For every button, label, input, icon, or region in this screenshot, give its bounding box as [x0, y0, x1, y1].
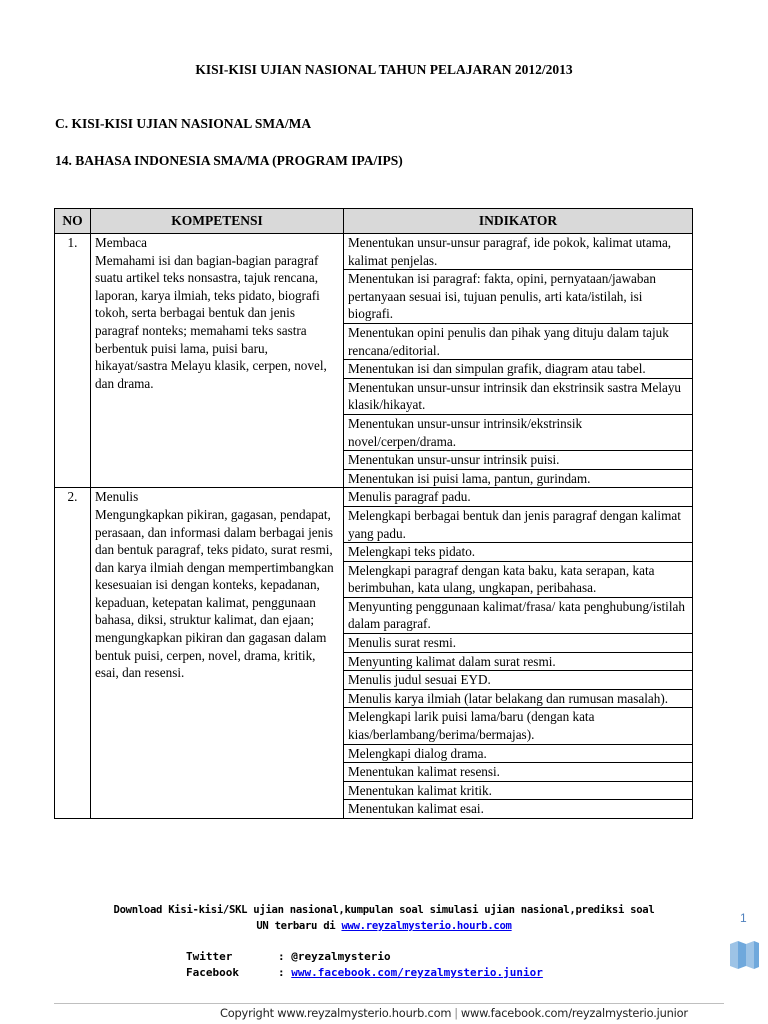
twitter-row [186, 950, 391, 963]
kompetensi-cell [91, 234, 344, 488]
copyright-site: Copyright www.reyzalmysterio.hourb.com [220, 1006, 452, 1020]
indikator-cell: Menentukan isi dan simpulan grafik, diagram atau tabel. [344, 360, 693, 379]
indikator-cell: Menentukan opini penulis dan pihak yang dituju dalam tajuk rencana/editorial. [344, 323, 693, 359]
indikator-cell: Menentukan unsur-unsur paragraf, ide pokok, kalimat utama, kalimat penjelas. [344, 234, 693, 270]
footer-download-line2 [0, 918, 768, 934]
indikator-cell: Menentukan kalimat kritik. [344, 781, 693, 800]
indikator-cell: Menulis karya ilmiah (latar belakang dan rumusan masalah). [344, 689, 693, 708]
website-link[interactable]: www.reyzalmysterio.hourb.com [341, 920, 512, 932]
page-number: 1 [740, 911, 747, 925]
kompetensi-title: Menulis [95, 489, 139, 505]
twitter-handle: : @reyzalmysterio [278, 950, 391, 963]
indikator-cell: Menulis judul sesuai EYD. [344, 671, 693, 690]
page-corner-icon [728, 940, 760, 970]
section-heading-c: C. KISI-KISI UJIAN NASIONAL SMA/MA [55, 116, 312, 131]
page-title: KISI-KISI UJIAN NASIONAL TAHUN PELAJARAN 2012/2013 [195, 62, 573, 77]
indikator-cell: Melengkapi larik puisi lama/baru (dengan kata kias/berlambang/berima/bermajas). [344, 708, 693, 744]
row-number: 2. [55, 488, 91, 819]
header-indikator: INDIKATOR [344, 209, 693, 234]
kisi-kisi-table [54, 208, 693, 819]
indikator-cell: Menulis surat resmi. [344, 634, 693, 653]
kompetensi-description: Memahami isi dan bagian-bagian paragraf suatu artikel teks nonsastra, tajuk rencana, laporan, karya ilmiah, teks pidato, biografi tokoh, serta berbagai bentuk dan jenis paragraf nonteks; memahami teks sastra berbentuk puisi lama, puisi baru, hikayat/sastra Melayu klasik, cerpen, novel, dan drama. [95, 252, 327, 391]
facebook-link[interactable]: www.facebook.com/reyzalmysterio.junior [291, 966, 543, 979]
footer-download-line1: Download Kisi-kisi/SKL ujian nasional,kumpulan soal simulasi ujian nasional,prediksi soal [113, 904, 655, 916]
twitter-label: Twitter [186, 950, 233, 963]
indikator-cell: Menentukan unsur-unsur intrinsik puisi. [344, 451, 693, 470]
table-row [55, 488, 693, 507]
indikator-cell: Melengkapi berbagai bentuk dan jenis paragraf dengan kalimat yang padu. [344, 506, 693, 542]
facebook-colon: : [278, 966, 292, 979]
copyright-footer [220, 1006, 688, 1020]
indikator-cell: Melengkapi paragraf dengan kata baku, kata serapan, kata berimbuhan, kata ulang, ungkapan, peribahasa. [344, 561, 693, 597]
facebook-label: Facebook [186, 966, 239, 979]
table-header-row [55, 209, 693, 234]
indikator-cell: Menentukan unsur-unsur intrinsik/ekstrinsik novel/cerpen/drama. [344, 414, 693, 450]
kompetensi-description: Mengungkapkan pikiran, gagasan, pendapat, perasaan, dan informasi dalam berbagai jenis dan bentuk paragraf, teks pidato, surat resmi, dan karya ilmiah dengan mempertimbangkan kesesuaian isi dengan konteks, kepadanan, kepaduan, ketepatan kalimat, penggunaan bahasa, diksi, struktur kalimat, dan ejaan; mengungkapkan pikiran dan gagasan dalam bentuk puisi, cerpen, novel, drama, kritik, esai, dan resensi. [95, 506, 334, 681]
facebook-row [186, 966, 543, 979]
indikator-cell: Menulis paragraf padu. [344, 488, 693, 507]
row-number: 1. [55, 234, 91, 488]
table-body [55, 234, 693, 819]
header-kompetensi: KOMPETENSI [91, 209, 344, 234]
indikator-cell: Melengkapi teks pidato. [344, 543, 693, 562]
indikator-cell: Menentukan isi paragraf: fakta, opini, pernyataan/jawaban pertanyaan sesuai isi, tujuan penulis, arti kata/istilah, isi biografi. [344, 270, 693, 324]
footer-download-text [0, 902, 768, 934]
kompetensi-cell [91, 488, 344, 819]
footer-divider [54, 1003, 724, 1004]
kompetensi-title: Membaca [95, 235, 147, 250]
indikator-cell: Menentukan isi puisi lama, pantun, gurindam. [344, 469, 693, 488]
indikator-cell: Menentukan kalimat esai. [344, 800, 693, 819]
indikator-cell: Menyunting kalimat dalam surat resmi. [344, 652, 693, 671]
indikator-cell: Melengkapi dialog drama. [344, 744, 693, 763]
copyright-facebook: www.facebook.com/reyzalmysterio.junior [460, 1006, 688, 1020]
copyright-separator: | [454, 1006, 458, 1020]
indikator-cell: Menentukan unsur-unsur intrinsik dan ekstrinsik sastra Melayu klasik/hikayat. [344, 378, 693, 414]
section-heading-subject: 14. BAHASA INDONESIA SMA/MA (PROGRAM IPA/IPS) [55, 153, 403, 168]
indikator-cell: Menentukan kalimat resensi. [344, 763, 693, 782]
footer-download-prefix: UN terbaru di [256, 920, 342, 932]
header-no: NO [55, 209, 91, 234]
indikator-cell: Menyunting penggunaan kalimat/frasa/ kata penghubung/istilah dalam paragraf. [344, 597, 693, 633]
table-row [55, 234, 693, 270]
